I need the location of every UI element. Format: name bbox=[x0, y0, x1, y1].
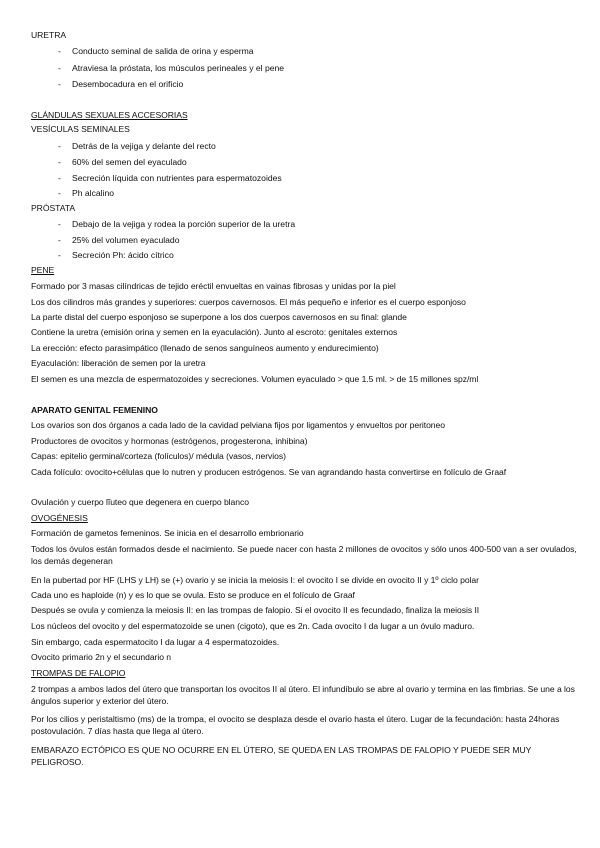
list-item: - Desembocadura en el orificio bbox=[58, 79, 184, 89]
text-line: Contiene la uretra (emisión orina y semen en la eyaculación). Junto al escroto: genitales externos bbox=[31, 327, 398, 337]
prostata-heading: PRÓSTATA bbox=[31, 203, 76, 213]
femenino-heading: APARATO GENITAL FEMENINO bbox=[31, 405, 158, 415]
text-line: Los ovarios son dos órganos a cada lado de la cavidad pelviana fijos por ligamentos y envueltos por peritoneo bbox=[31, 420, 446, 430]
text-line: Todos los óvulos están formados desde el nacimiento. Se puede nacer con hasta 2 millones de ovocitos y sólo unos 400-500 van a ser ovulados, los demás degeneran bbox=[31, 544, 577, 566]
text-line: Cada uno es haploide (n) y es lo que se ovula. Esto se produce en el folículo de Graaf bbox=[31, 590, 355, 600]
text-line: Formado por 3 masas cilíndricas de tejido eréctil envueltas en vainas fibrosas y unidas por la piel bbox=[31, 281, 396, 291]
glandulas-heading: GLÁNDULAS SEXUALES ACCESORIAS bbox=[31, 110, 188, 120]
list-item: - Conducto seminal de salida de orina y esperma bbox=[58, 46, 254, 56]
text-line: Capas: epitelio germinal/corteza (folículos)/ médula (vasos, nervios) bbox=[31, 451, 286, 461]
text-line: En la pubertad por HF (LHS y LH) se (+) ovario y se inicia la meiosis I: el ovocito I se divide en ovocito II y 1º ciclo polar bbox=[31, 575, 479, 585]
text-line: Ovulación y cuerpo lĩuteo que degenera en cuerpo blanco bbox=[31, 497, 249, 507]
text-line: 2 trompas a ambos lados del útero que transportan los ovocitos II al útero. El infundíbulo se abre al ovario y termina en las fimbrias. Se une a los ángulos superior y exterior del útero. bbox=[31, 684, 575, 706]
text-line: Por los cilios y peristaltismo (ms) de la trompa, el ovocito se desplaza desde el ovario hasta el útero. Lugar de la fecundación: hasta 24horas postovulación. 7 días hasta que llega al útero. bbox=[31, 714, 560, 736]
list-item: - Debajo de la vejiga y rodea la porción superior de la uretra bbox=[58, 219, 296, 229]
text-line: La parte distal del cuerpo esponjoso se superpone a los dos cuerpos cavernosos en su final: glande bbox=[31, 312, 407, 322]
text-line: Sin embargo, cada espermatocito I da lugar a 4 espermatozoides. bbox=[31, 637, 280, 647]
text-line: Cada folículo: ovocito+células que lo nutren y producen estrógenos. Se van agrandando hasta convertirse en folículo de Graaf bbox=[31, 467, 507, 477]
text-line: Eyaculación: liberación de semen por la uretra bbox=[31, 358, 206, 368]
ovogenesis-heading: OVOGÉNESIS bbox=[31, 513, 88, 523]
list-item: - Secreción Ph: ácido cítrico bbox=[58, 250, 174, 260]
list-item: - Atraviesa la próstata, los músculos perineales y el pene bbox=[58, 63, 285, 73]
trompas-heading: TROMPAS DE FALOPIO bbox=[31, 668, 126, 678]
list-item: - Ph alcalino bbox=[58, 188, 115, 198]
list-item: - 60% del semen del eyaculado bbox=[58, 157, 187, 167]
pene-heading: PENE bbox=[31, 265, 55, 275]
text-line: Los dos cilindros más grandes y superiores: cuerpos cavernosos. El más pequeño e inferior es el cuerpo esponjoso bbox=[31, 297, 466, 307]
text-line: La erección: efecto parasimpático (llenado de senos sanguíneos aumento y endurecimiento) bbox=[31, 343, 379, 353]
uretra-heading: URETRA bbox=[31, 30, 67, 40]
text-line: Los núcleos del ovocito y del espermatozoide se unen (cigoto), que es 2n. Cada ovocito I da lugar a un óvulo maduro. bbox=[31, 621, 475, 631]
text-line: Ovocito primario 2n y el secundario n bbox=[31, 652, 172, 662]
text-line: Formación de gametos femeninos. Se inicia en el desarrollo embrionario bbox=[31, 528, 304, 538]
text-line: Productores de ovocitos y hormonas (estrógenos, progesterona, inhibina) bbox=[31, 436, 308, 446]
list-item: - Detrás de la vejiga y delante del recto bbox=[58, 141, 216, 151]
text-line: El semen es una mezcla de espermatozoides y secreciones. Volumen eyaculado > que 1.5 ml. > de 15 millones spz/ml bbox=[31, 374, 479, 384]
list-item: - Secreción líquida con nutrientes para espermatozoides bbox=[58, 173, 282, 183]
text-line: Después se ovula y comienza la meiosis II: en las trompas de falopio. Si el ovocito II es fecundado, finaliza la meiosis II bbox=[31, 605, 480, 615]
vesiculas-heading: VESÍCULAS SEMINALES bbox=[31, 124, 130, 134]
text-line: EMBARAZO ECTÓPICO ES QUE NO OCURRE EN EL ÚTERO, SE QUEDA EN LAS TROMPAS DE FALOPIO Y PUEDE SER MUY PELIGROSO. bbox=[31, 745, 532, 767]
list-item: - 25% del volumen eyaculado bbox=[58, 235, 180, 245]
